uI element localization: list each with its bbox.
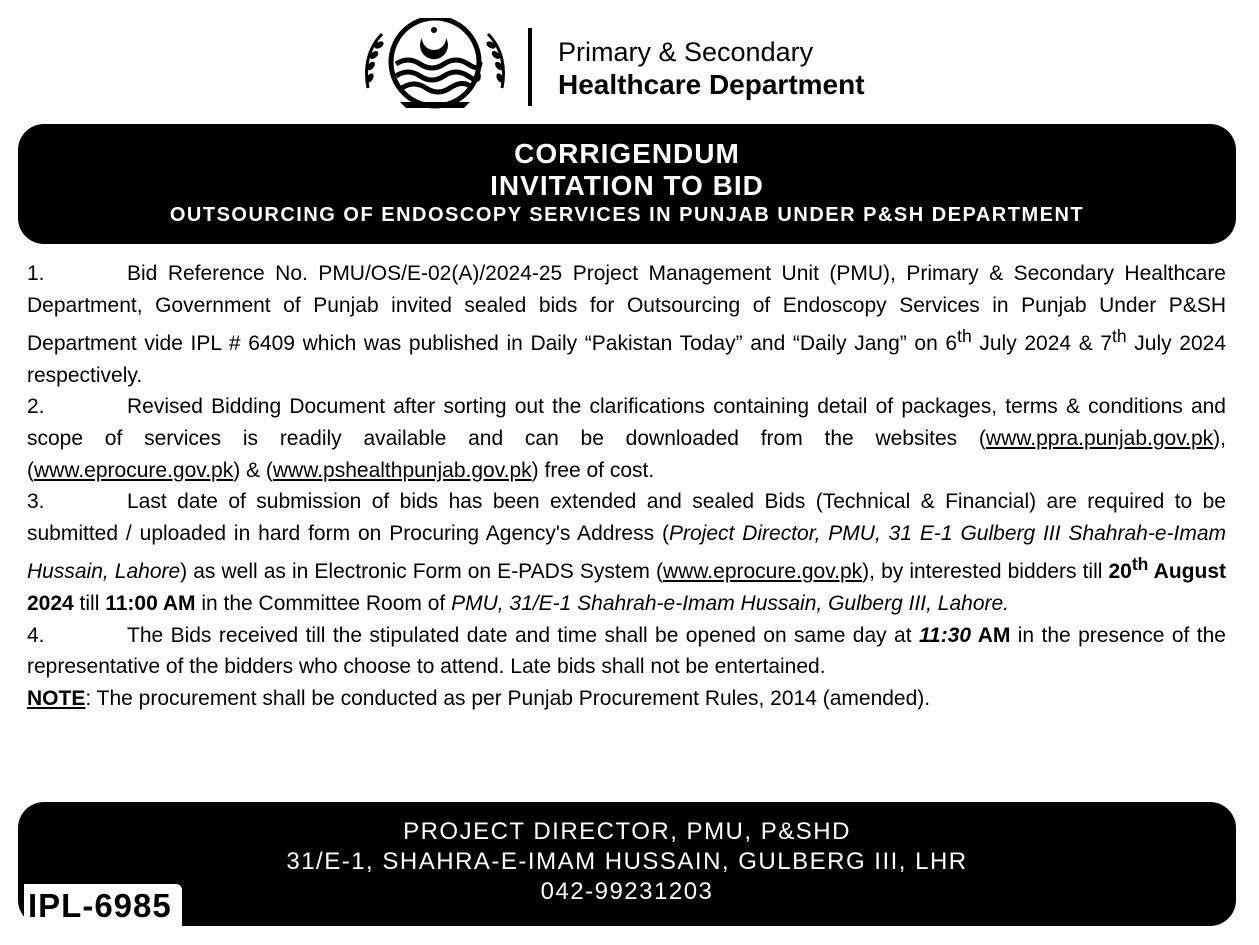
- opening-time-am: AM: [971, 623, 1011, 647]
- paragraph-text: July 2024 & 7: [971, 332, 1113, 356]
- deadline-time: 11:00 AM: [105, 591, 196, 615]
- note: [27, 683, 1226, 715]
- paragraph-3: [27, 486, 1226, 619]
- opening-time: 11:30: [918, 623, 972, 647]
- website-link-pshealth[interactable]: www.pshealthpunjab.gov.pk: [272, 458, 532, 482]
- punjab-emblem-icon: [360, 18, 510, 110]
- deadline-month-year: August 2024: [27, 560, 1226, 615]
- website-link-ppra[interactable]: www.ppra.punjab.gov.pk: [985, 426, 1214, 450]
- paragraph-text: ), by interested bidders till: [862, 560, 1109, 584]
- paragraph-text: ), (: [27, 426, 1226, 482]
- department-name-line2: Healthcare Department: [558, 69, 865, 100]
- header-divider: [528, 28, 532, 106]
- contact-phone: 042-99231203: [540, 878, 714, 905]
- superscript: th: [1112, 326, 1127, 347]
- paragraph-text: Last date of submission of bids has been extended and sealed Bids (Technical & Financial) are required to be submitted / uploaded in hard form on Procuring Agency's Address (: [27, 490, 1226, 545]
- note-text: : The procurement shall be conducted as per Punjab Procurement Rules, 2014 (amended).: [85, 686, 931, 710]
- paragraph-text: July 2024 respectively.: [27, 332, 1227, 387]
- paragraph-text: The Bids received till the stipulated date and time shall be opened on same day at: [127, 623, 919, 647]
- contact-footer: [18, 802, 1236, 926]
- paragraph-text: ) & (: [233, 458, 273, 482]
- committee-room-address: PMU, 31/E-1 Shahrah-e-Imam Hussain, Gulberg III, Lahore.: [451, 591, 1010, 615]
- paragraph-text: Bid Reference No. PMU/OS/E-02(A)/2024-25 Project Management Unit (PMU), Primary & Secondary Healthcare Department, Government of Punjab invited sealed bids for Outsourcing of Endoscopy Services in Punjab Under P&SH Department vide IPL # 6409 which was published in Daily “Pakistan Today” and “Daily Jang” on 6: [27, 262, 1226, 356]
- paragraph-text: in the presence of the representative of the bidders who choose to attend. Late bids shall not be entertained.: [27, 623, 1226, 679]
- paragraph-number: 3.: [27, 490, 45, 514]
- note-label: NOTE: [27, 686, 86, 710]
- contact-address: 31/E-1, SHAHRA-E-IMAM HUSSAIN, GULBERG III, LHR: [286, 848, 968, 875]
- paragraph-number: 2.: [27, 395, 45, 419]
- contact-title: PROJECT DIRECTOR, PMU, P&SHD: [403, 818, 851, 845]
- paragraph-1: [27, 258, 1226, 391]
- superscript: th: [957, 326, 972, 347]
- website-link-eprocure[interactable]: www.eprocure.gov.pk: [34, 458, 234, 482]
- superscript: th: [1131, 554, 1149, 575]
- banner-title: CORRIGENDUM: [514, 138, 740, 169]
- paragraph-text: ) free of cost.: [531, 458, 655, 482]
- paragraph-number: 1.: [27, 262, 45, 285]
- banner-subtitle: INVITATION TO BID: [490, 170, 764, 201]
- paragraph-2: [27, 391, 1226, 486]
- procuring-agency-address: Project Director, PMU, 31 E-1 Gulberg III Shahrah-e-Imam Hussain, Lahore: [27, 521, 1226, 584]
- paragraph-text: Revised Bidding Document after sorting out the clarifications containing detail of packages, terms & conditions and scope of services is readily available and can be downloaded from the websites (: [27, 395, 1226, 450]
- website-link-eprocure[interactable]: www.eprocure.gov.pk: [662, 560, 863, 584]
- ipl-number: IPL-6985: [24, 884, 182, 928]
- paragraph-4: [27, 620, 1226, 683]
- notice-body: [27, 258, 1226, 714]
- paragraph-text: ) as well as in Electronic Form on E-PADS System (: [180, 560, 663, 584]
- deadline-day: 20: [1108, 560, 1132, 584]
- banner-description: OUTSOURCING OF ENDOSCOPY SERVICES IN PUNJAB UNDER P&SH DEPARTMENT: [169, 204, 1085, 226]
- department-name-line1: Primary & Secondary: [558, 37, 814, 67]
- paragraph-text: in the Committee Room of: [195, 591, 452, 615]
- paragraph-text: till: [73, 591, 106, 615]
- paragraph-number: 4.: [27, 623, 45, 647]
- title-banner: [18, 124, 1236, 244]
- header: [0, 0, 1259, 118]
